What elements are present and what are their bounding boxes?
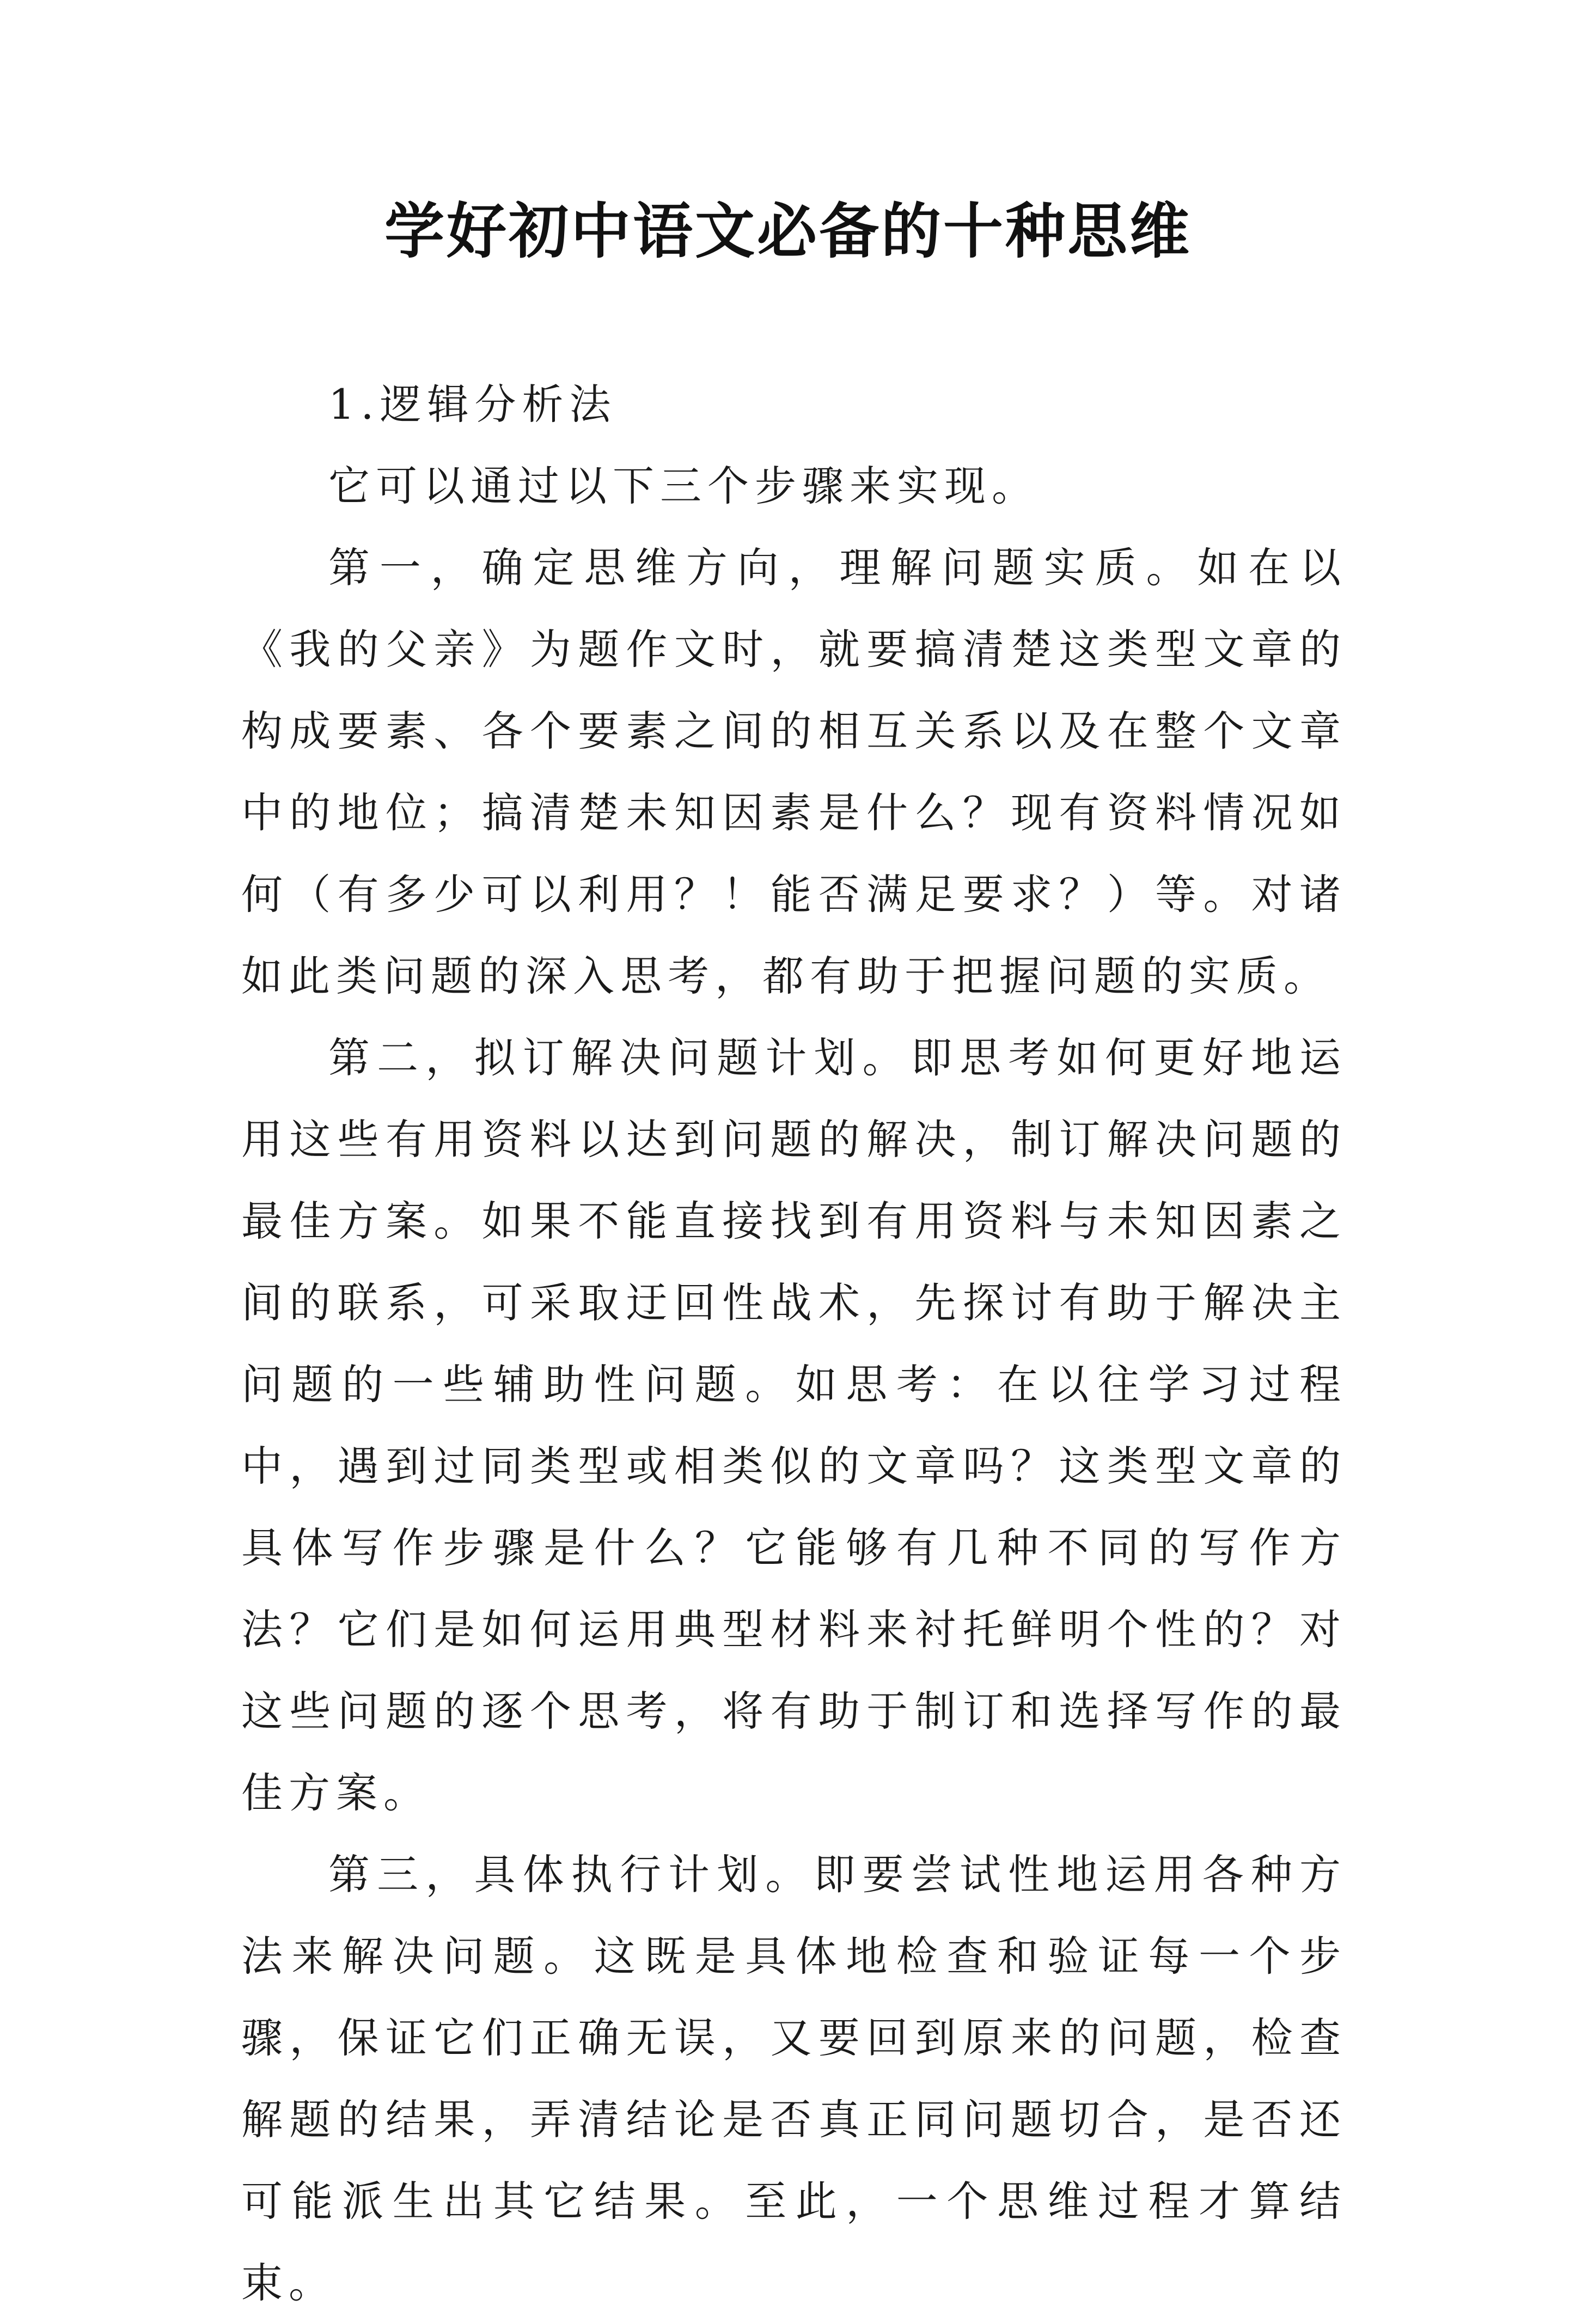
paragraph-step-one: 第一，确定思维方向，理解问题实质。如在以《我的父亲》为题作文时，就要搞清楚这类型文章的构成要素、各个要素之间的相互关系以及在整个文章中的地位；搞清楚未知因素是什么？现有资料情况如何（有多少可以利用？！能否满足要求？）等。对诸如此类问题的深入思考，都有助于把握问题的实质。 bbox=[241, 543, 1347, 1000]
document-title: 学好初中语文必备的十种思维 bbox=[384, 197, 1192, 266]
document-body bbox=[241, 364, 1347, 2324]
paragraph-step-two: 第二，拟订解决问题计划。即思考如何更好地运用这些有用资料以达到问题的解决，制订解决问题的最佳方案。如果不能直接找到有用资料与未知因素之间的联系，可采取迂回性战术，先探讨有助于解决主问题的一些辅助性问题。如思考：在以往学习过程中，遇到过同类型或相类似的文章吗？这类型文章的具体写作步骤是什么？它能够有几种不同的写作方法？它们是如何运用典型材料来衬托鲜明个性的？对这些问题的逐个思考，将有助于制订和选择写作的最佳方案。 bbox=[241, 1033, 1347, 1817]
paragraph-intro: 它可以通过以下三个步骤来实现。 bbox=[328, 462, 1039, 510]
paragraph-step-three: 第三，具体执行计划。即要尝试性地运用各种方法来解决问题。这既是具体地检查和验证每一个步骤，保证它们正确无误，又要回到原来的问题，检查解题的结果，弄清结论是否真正同问题切合，是否还可能派生出其它结果。至此，一个思维过程才算结束。 bbox=[241, 1850, 1347, 2307]
section-heading: 1.逻辑分析法 bbox=[328, 380, 617, 429]
